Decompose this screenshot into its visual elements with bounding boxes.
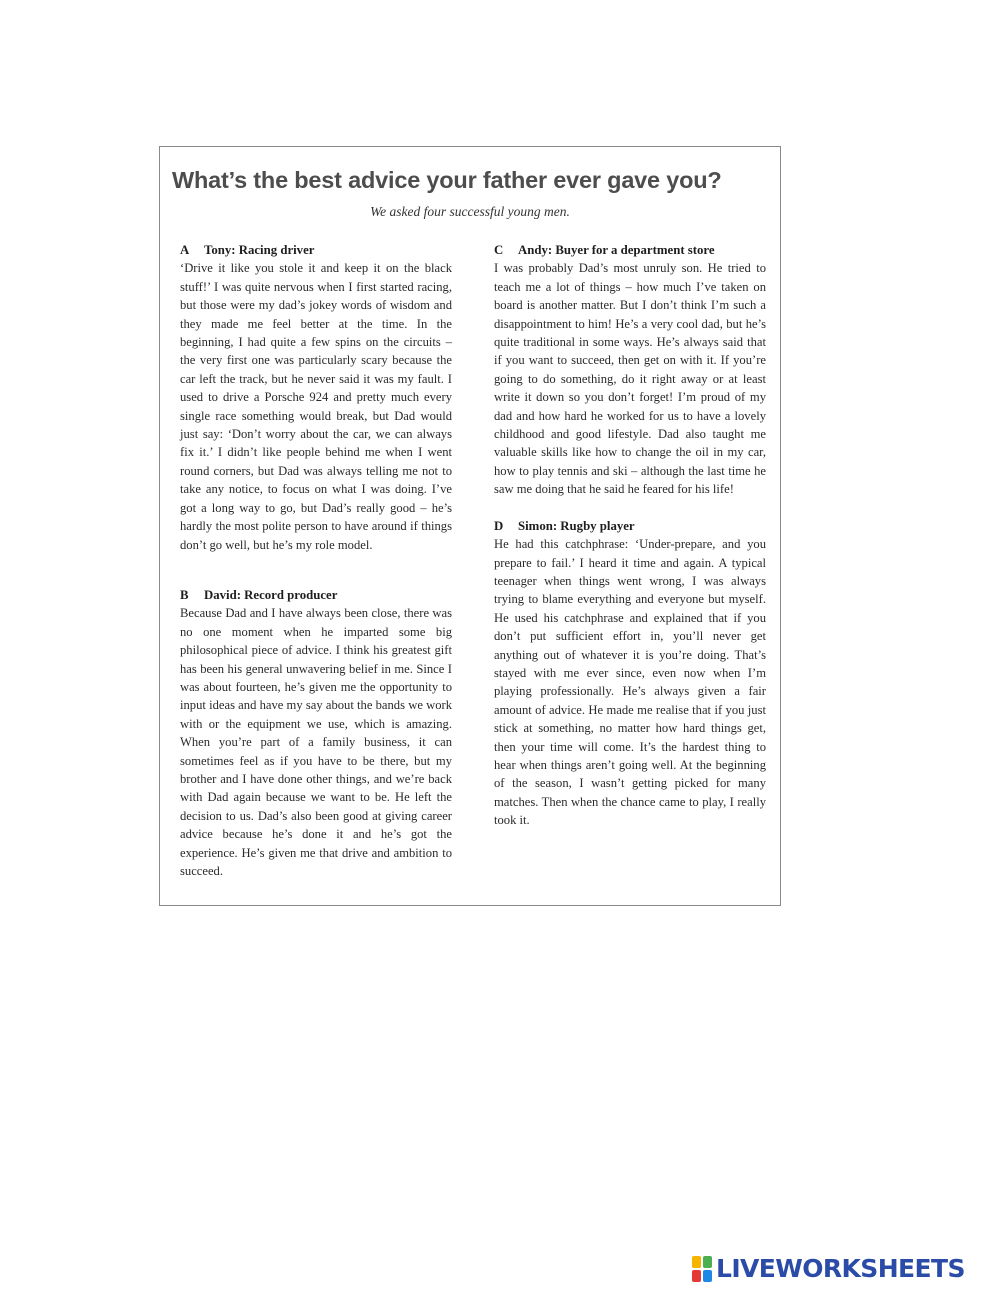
article-subtitle: We asked four successful young men.	[370, 204, 570, 219]
section-a	[180, 241, 452, 554]
section-d	[494, 517, 766, 830]
section-heading	[180, 586, 452, 604]
section-body: I was probably Dad’s most unruly son. He tried to teach me a lot of things – how much I’ve taken on board is another matter. But I don’t think I’m such a disappointment to him! He’s a very cool dad, but he’s quite traditional in some ways. He’s always said that if you want to succeed, then get on with it. If you’re going to do something, do it right away or at least write it down so you don’t forget! I’m proud of my dad and how hard he worked for us to have a lovely childhood and good lifestyle. Dad also taught me valuable skills like how to change the oil in my car, how to play tennis and ski – although the last time he saw me doing that he said he feared for his life!	[494, 261, 766, 497]
left-column	[180, 241, 452, 880]
section-title: Andy: Buyer for a department store	[518, 243, 715, 257]
article-frame	[159, 146, 781, 906]
section-body: ‘Drive it like you stole it and keep it on the black stuff!’ I was quite nervous when I first started racing, but those were my dad’s jokey words of wisdom and they made me feel better at the time. In the beginning, I had quite a few spins on the circuits – the very first one was particularly scary because the car left the track, but he never said it was my fault. I used to drive a Porsche 924 and pretty much every single race something would break, but Dad would just say: ‘Don’t worry about the car, we can always fix it.’ I didn’t like people behind me when I went round corners, but Dad was always telling me not to take any notice, to focus on what I was doing. I’ve got a long way to go, but Dad’s really good – he’s hardly the most polite person to have around if things don’t go well, but he’s my role model.	[180, 261, 452, 552]
section-title: Simon: Rugby player	[518, 518, 635, 533]
logo-block	[692, 1270, 701, 1282]
section-letter: D	[494, 518, 504, 533]
section-body: Because Dad and I have always been close, there was no one moment when he imparted some big philosophical piece of advice. I think his greatest gift has been his general unwavering belief in me. Since I was about fourteen, he’s given me the opportunity to input ideas and have my say about the bands we work with or the equipment we use, which is amazing. When you’re part of a family business, it can sometimes feel as if you have to be there, but my brother and I have done other things, and we’re back with Dad again because we want to be. He left the decision to us. Dad’s also been good at giving career advice because he’s done it and he’s got the experience. He’s given me that drive and ambition to succeed.	[180, 606, 452, 878]
section-body: He had this catchphrase: ‘Under-prepare, and you prepare to fail.’ I heard it time and again. A typical teenager when things went wrong, I was always trying to blame everything and everyone but myself. He used his catchphrase and explained that if you don’t put sufficient effort in, you’ll never get anything out of whatever it is you’re doing. That’s stayed with me ever since, even now when I’m playing professionally. He’s always given a fair amount of advice. He made me realise that if you just stick at something, no matter how hard things get, then your time will come. It’s the hardest thing to hear when things aren’t going well. At the beginning of the season, I wasn’t getting picked for many matches. Then when the chance came to play, I really took it.	[494, 537, 766, 828]
liveworksheets-brand[interactable]	[692, 1254, 965, 1283]
section-title: David: Record producer	[204, 587, 338, 602]
section-heading	[180, 241, 452, 259]
liveworksheets-logo-icon	[692, 1256, 712, 1282]
section-letter: C	[494, 243, 504, 257]
brand-name: LIVEWORKSHEETS	[716, 1254, 965, 1283]
section-b	[180, 586, 452, 881]
section-letter: A	[180, 243, 190, 257]
logo-block	[703, 1270, 712, 1282]
section-title: Tony: Racing driver	[204, 243, 315, 257]
section-heading	[494, 517, 766, 535]
section-c	[494, 241, 766, 499]
logo-block	[692, 1256, 701, 1268]
page-title: What’s the best advice your father ever gave you?	[172, 167, 722, 193]
section-letter: B	[180, 587, 189, 602]
logo-block	[703, 1256, 712, 1268]
section-heading	[494, 241, 766, 259]
right-column	[494, 241, 766, 830]
